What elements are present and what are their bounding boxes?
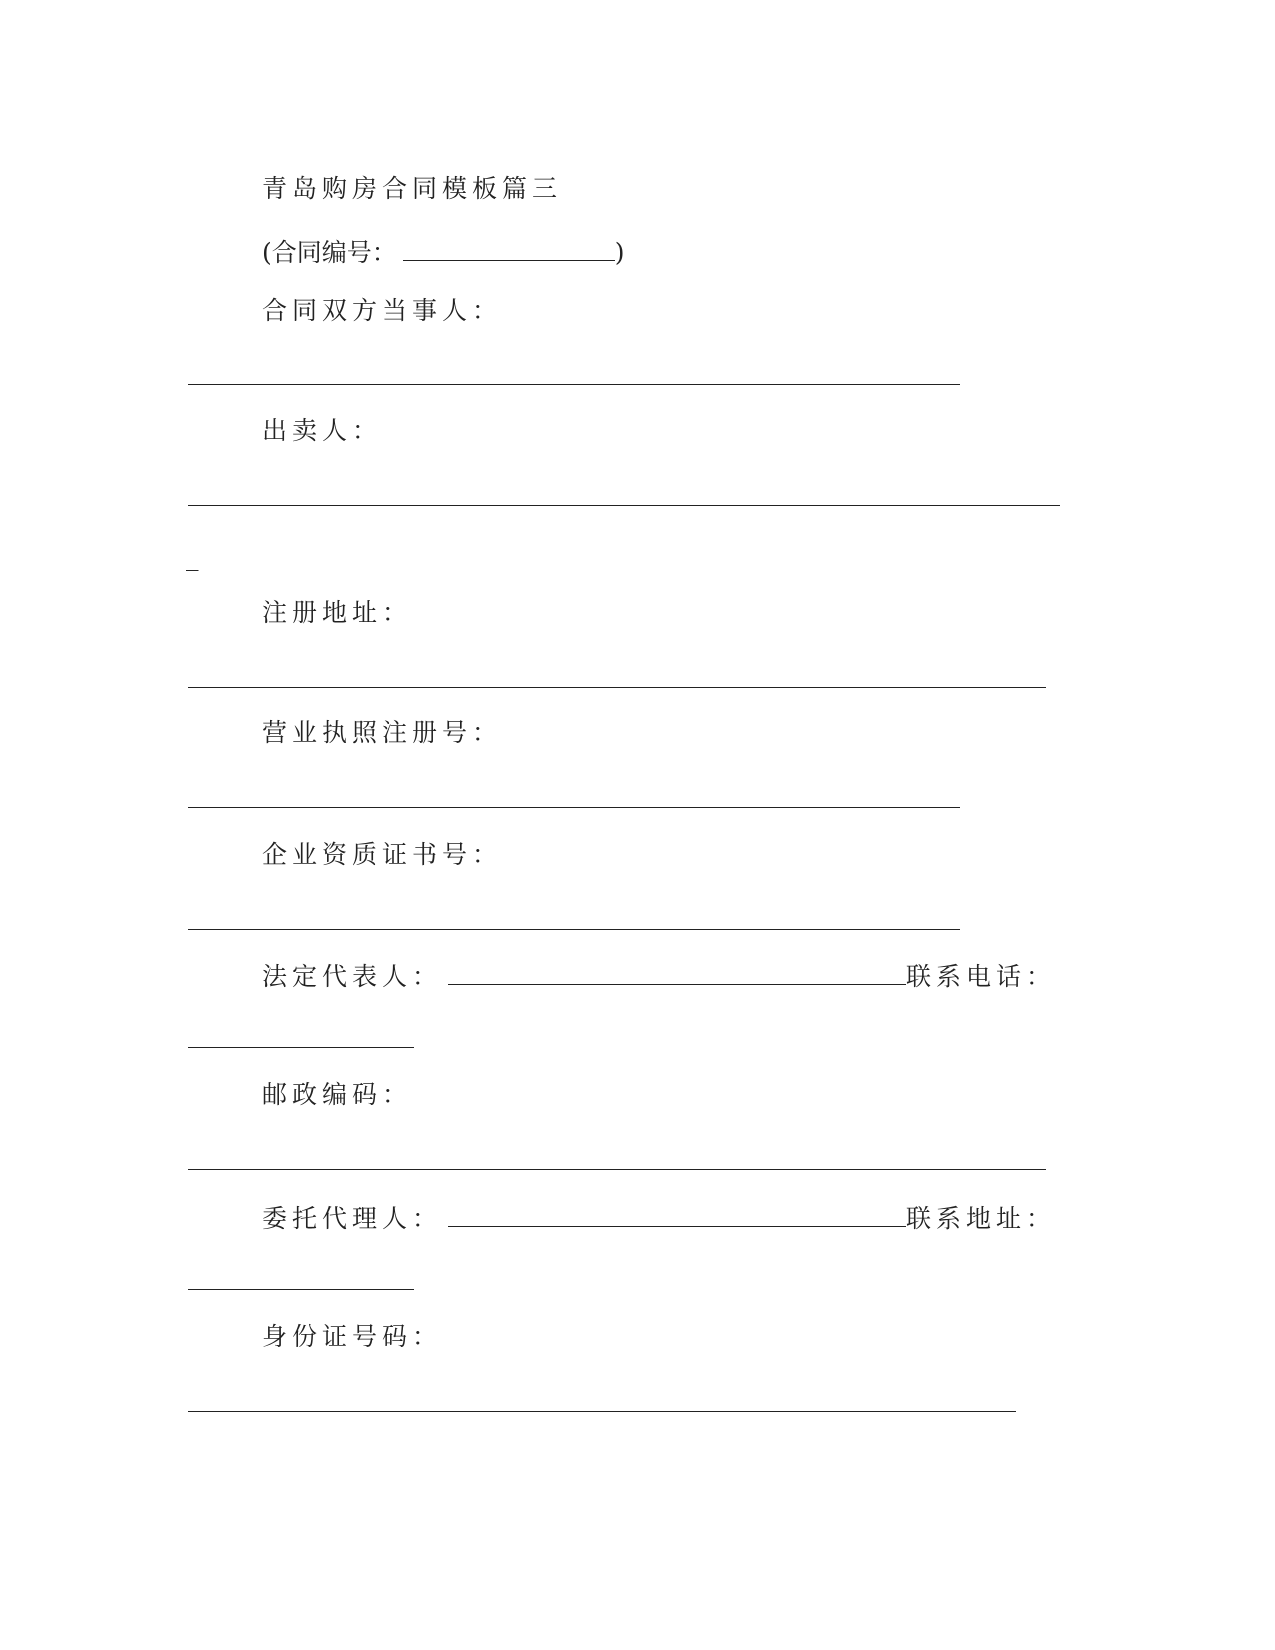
id-number-label: 身份证号码：: [262, 1322, 443, 1351]
seller-blank-tail: _: [186, 542, 204, 571]
registered-address-label: 注册地址：: [262, 598, 413, 627]
postal-code-blank[interactable]: [188, 1169, 1046, 1170]
contact-address-label: 联系地址：: [906, 1204, 1057, 1233]
qualification-cert-blank[interactable]: [188, 929, 960, 930]
document-title: 青岛购房合同模板篇三: [262, 174, 563, 203]
qualification-cert-label: 企业资质证书号：: [262, 840, 503, 869]
agent-blank[interactable]: [448, 1200, 906, 1227]
agent-label: 委托代理人：: [262, 1204, 443, 1233]
parties-blank[interactable]: [188, 384, 960, 385]
postal-code-label: 邮政编码：: [262, 1080, 413, 1109]
contract-number-blank[interactable]: [403, 234, 615, 261]
registered-address-blank[interactable]: [188, 687, 1046, 688]
seller-blank[interactable]: [188, 505, 1060, 506]
legal-rep-label: 法定代表人：: [262, 962, 443, 991]
contact-phone-blank[interactable]: [188, 1047, 414, 1048]
parties-label: 合同双方当事人：: [262, 296, 503, 325]
contact-address-blank[interactable]: [188, 1289, 414, 1290]
contract-number-line: [262, 234, 625, 270]
business-license-label: 营业执照注册号：: [262, 718, 503, 747]
id-number-blank[interactable]: [188, 1411, 1016, 1412]
contract-number-close: ): [614, 238, 625, 267]
contract-number-label: (合同编号：: [262, 238, 397, 267]
legal-rep-line: [262, 958, 1056, 994]
agent-line: [262, 1200, 1056, 1236]
business-license-blank[interactable]: [188, 807, 960, 808]
legal-rep-blank[interactable]: [448, 958, 906, 985]
contact-phone-label: 联系电话：: [906, 962, 1057, 991]
seller-label: 出卖人：: [262, 416, 383, 445]
